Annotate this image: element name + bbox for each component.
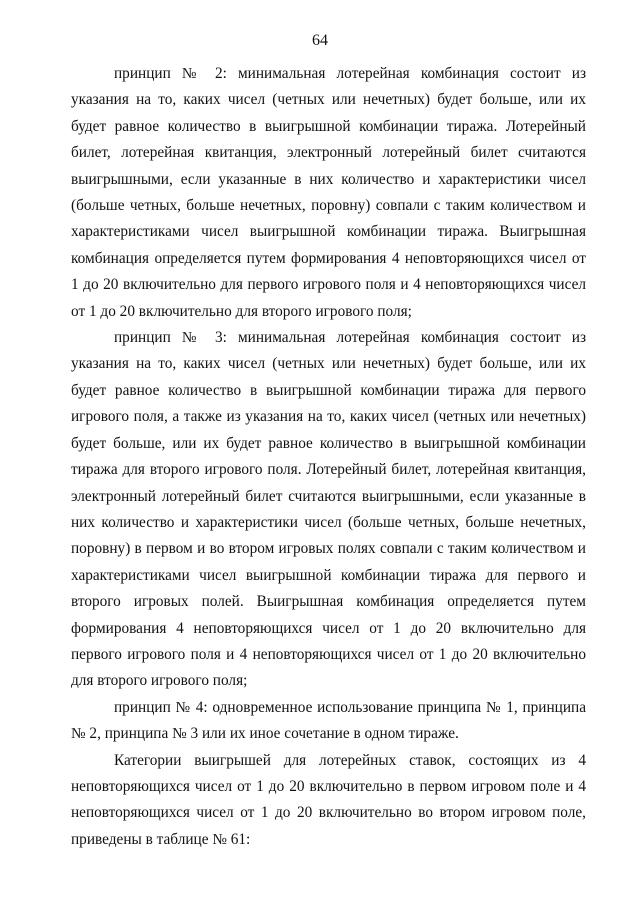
paragraph-prize-categories: Категории выигрышей для лотерейных ставок, состоящих из 4 неповторяющихся чисел от 1 до 20 включительно в первом игровом поле и 4 неповторяющихся чисел от 1 до 20 включительно во втором игровом поле, приведены в таблице № 61:: [71, 751, 586, 848]
paragraph-principle-4: принцип № 4: одновременное использование принципа № 1, принципа № 2, принципа № 3 или их иное сочетание в одном тираже.: [71, 698, 586, 743]
paragraph-principle-2: принцип № 2: минимальная лотерейная комбинация состоит из указания на то, каких чисел (четных или нечетных) будет больше, или их будет равное количество в выигрышной комбинации тиража. Лотерейный билет, лотерейная квитанция, электронный лотерейный билет считаются выигрышными, если указанные в них количество и характеристики чисел (больше четных, больше нечетных, поровну) совпали с таким количеством и характеристиками чисел выигрышной комбинации тиража. Выигрышная комбинация определяется путем формирования 4 неповторяющихся чисел от 1 до 20 включительно для первого игрового поля и 4 неповторяющихся чисел от 1 до 20 включительно для второго игрового поля;: [71, 65, 586, 320]
page-number: 64: [312, 32, 328, 49]
paragraph-principle-3: принцип № 3: минимальная лотерейная комбинация состоит из указания на то, каких чисел (четных или нечетных) будет больше, или их будет равное количество в выигрышной комбинации тиража для первого игрового поля, а также из указания на то, каких чисел (четных или нечетных) будет больше, или их будет равное количество в выигрышной комбинации тиража для второго игрового поля. Лотерейный билет, лотерейная квитанция, электронный лотерейный билет считаются выигрышными, если указанные в них количество и характеристики чисел (больше четных, больше нечетных, поровну) в первом и во втором игровых полях совпали с таким количеством и характеристиками чисел выигрышной комбинации тиража для первого и второго игровых полей. Выигрышная комбинация определяется путем формирования 4 неповторяющихся чисел от 1 до 20 включительно для первого игрового поля и 4 неповторяющихся чисел от 1 до 20 включительно для второго игрового поля;: [71, 329, 586, 690]
document-body: [71, 61, 586, 853]
